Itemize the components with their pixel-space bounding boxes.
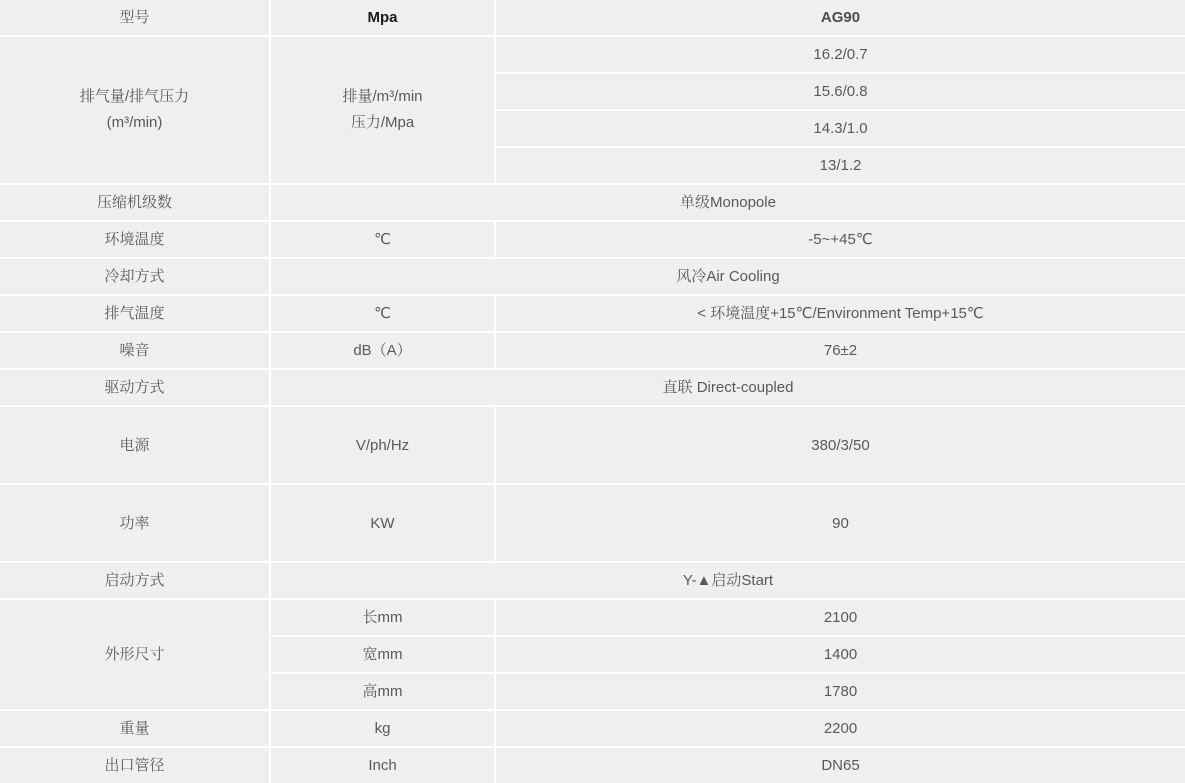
- outlet-label: 出口管径: [0, 748, 269, 783]
- flow-label-cell: [0, 37, 269, 183]
- discharge-temp-value: < 环境温度+15℃/Environment Temp+15℃: [496, 296, 1185, 331]
- header-model-label: 型号: [0, 0, 269, 35]
- power-supply-value: 380/3/50: [496, 407, 1185, 483]
- dimensions-height-unit: 高mm: [271, 674, 494, 709]
- flow-value-1: 16.2/0.7: [496, 37, 1185, 72]
- noise-value: 76±2: [496, 333, 1185, 368]
- weight-label: 重量: [0, 711, 269, 746]
- flow-unit-line2: 压力/Mpa: [350, 114, 415, 131]
- cooling-value: 风冷Air Cooling: [271, 259, 1185, 294]
- dimensions-height-value: 1780: [496, 674, 1185, 709]
- ambient-temp-label: 环境温度: [0, 222, 269, 257]
- power-supply-unit: V/ph/Hz: [271, 407, 494, 483]
- outlet-unit: Inch: [271, 748, 494, 783]
- dimensions-length-unit: 长mm: [271, 600, 494, 635]
- header-model-value: AG90: [496, 0, 1185, 35]
- motor-power-label: 功率: [0, 485, 269, 561]
- power-supply-label: 电源: [0, 407, 269, 483]
- drive-label: 驱动方式: [0, 370, 269, 405]
- start-mode-value: Y-▲启动Start: [271, 563, 1185, 598]
- start-mode-label: 启动方式: [0, 563, 269, 598]
- header-unit-column: Mpa: [271, 0, 494, 35]
- ambient-temp-unit: ℃: [271, 222, 494, 257]
- weight-unit: kg: [271, 711, 494, 746]
- dimensions-length-value: 2100: [496, 600, 1185, 635]
- noise-unit: dB（A）: [271, 333, 494, 368]
- dimensions-label: 外形尺寸: [0, 600, 269, 709]
- flow-value-3: 14.3/1.0: [496, 111, 1185, 146]
- motor-power-value: 90: [496, 485, 1185, 561]
- flow-label-line2: (m³/min): [106, 114, 163, 131]
- discharge-temp-label: 排气温度: [0, 296, 269, 331]
- discharge-temp-unit: ℃: [271, 296, 494, 331]
- dimensions-width-unit: 宽mm: [271, 637, 494, 672]
- stages-label: 压缩机级数: [0, 185, 269, 220]
- motor-power-unit: KW: [271, 485, 494, 561]
- drive-value: 直联 Direct-coupled: [271, 370, 1185, 405]
- noise-label: 噪音: [0, 333, 269, 368]
- flow-unit-line1: 排量/m³/min: [342, 88, 423, 105]
- outlet-value: DN65: [496, 748, 1185, 783]
- cooling-label: 冷却方式: [0, 259, 269, 294]
- flow-value-2: 15.6/0.8: [496, 74, 1185, 109]
- flow-label-line1: 排气量/排气压力: [79, 88, 190, 105]
- flow-value-4: 13/1.2: [496, 148, 1185, 183]
- stages-value: 单级Monopole: [271, 185, 1185, 220]
- weight-value: 2200: [496, 711, 1185, 746]
- dimensions-width-value: 1400: [496, 637, 1185, 672]
- ambient-temp-value: -5~+45℃: [496, 222, 1185, 257]
- flow-unit-cell: [271, 37, 494, 183]
